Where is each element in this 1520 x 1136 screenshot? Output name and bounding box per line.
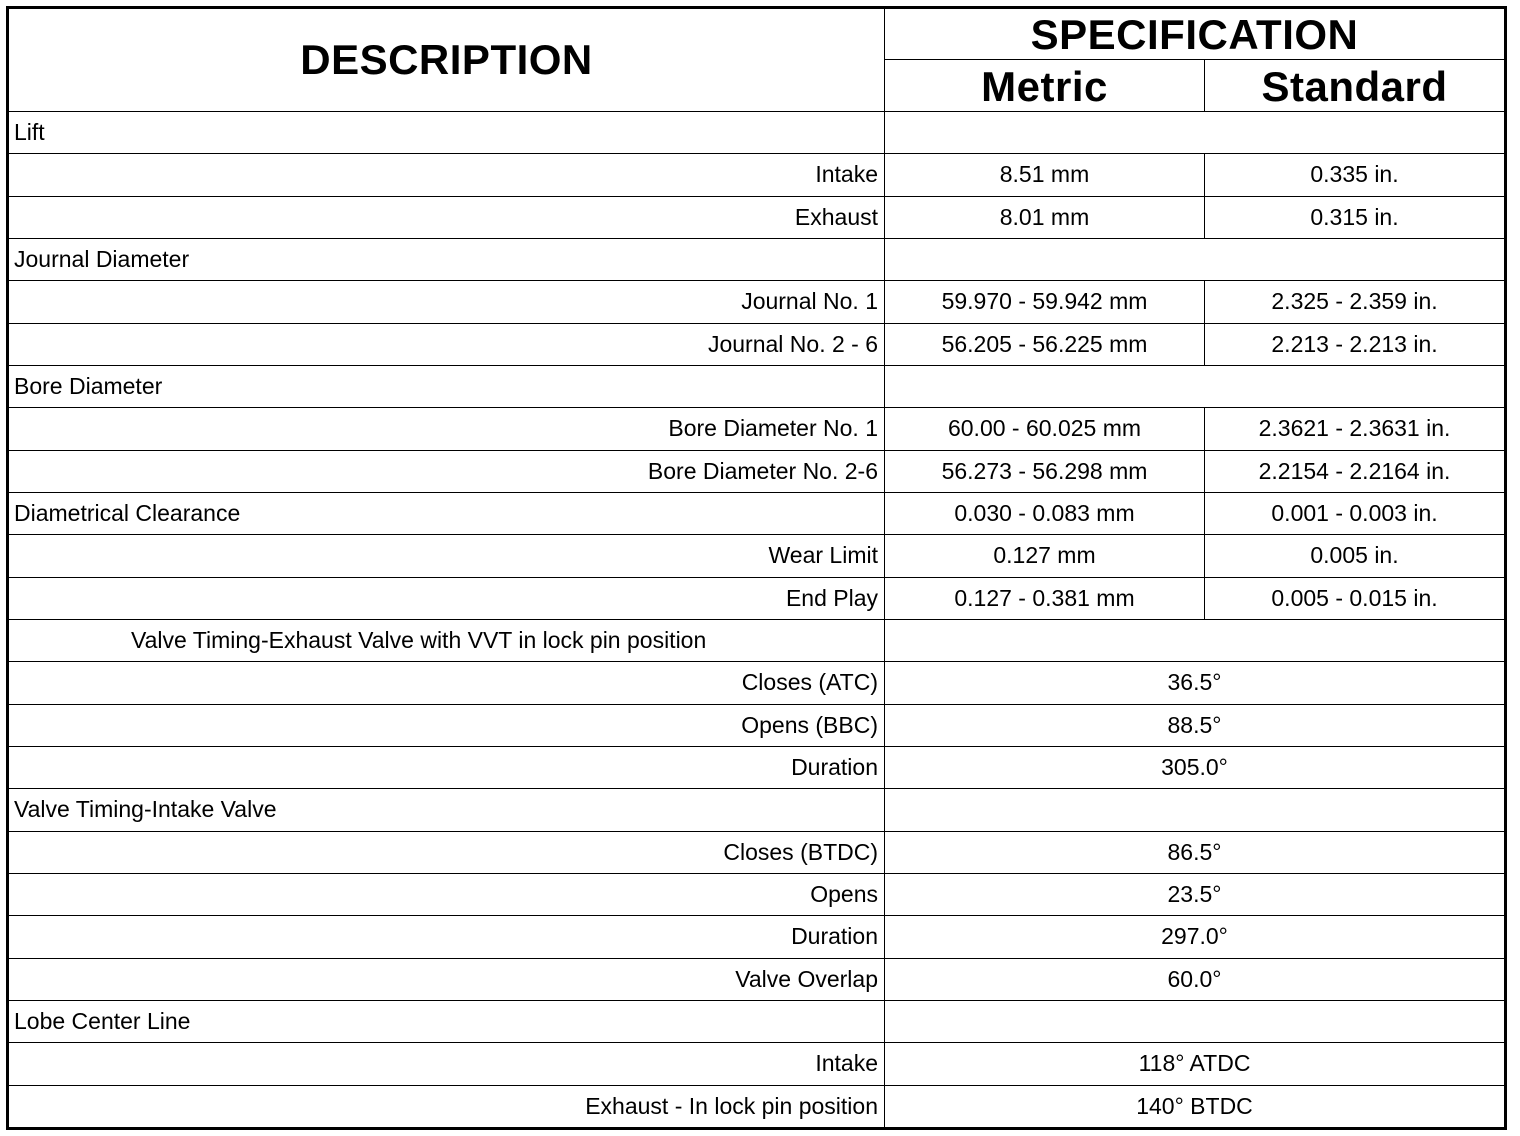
empty-spec-cell: [885, 112, 1506, 154]
table-row: [8, 112, 1506, 154]
standard-value: 0.335 in.: [1205, 154, 1506, 196]
table-row: [8, 958, 1506, 1000]
item-label: Wear Limit: [8, 535, 885, 577]
standard-value: 0.001 - 0.003 in.: [1205, 492, 1506, 534]
metric-value: 56.273 - 56.298 mm: [885, 450, 1205, 492]
table-row: [8, 450, 1506, 492]
table-row: [8, 492, 1506, 534]
table-row: [8, 1043, 1506, 1085]
metric-value: 0.030 - 0.083 mm: [885, 492, 1205, 534]
spec-value: 297.0°: [885, 916, 1506, 958]
specification-table: [6, 6, 1507, 1130]
metric-value: 56.205 - 56.225 mm: [885, 323, 1205, 365]
standard-value: 2.2154 - 2.2164 in.: [1205, 450, 1506, 492]
empty-spec-cell: [885, 619, 1506, 661]
description-header: DESCRIPTION: [8, 8, 885, 112]
standard-value: 2.3621 - 2.3631 in.: [1205, 408, 1506, 450]
metric-value: 0.127 - 0.381 mm: [885, 577, 1205, 619]
standard-value: 2.325 - 2.359 in.: [1205, 281, 1506, 323]
spec-value: 88.5°: [885, 704, 1506, 746]
standard-value: 0.005 in.: [1205, 535, 1506, 577]
table-row: [8, 1085, 1506, 1128]
spec-value: 23.5°: [885, 873, 1506, 915]
item-label: Intake: [8, 1043, 885, 1085]
table-row: [8, 365, 1506, 407]
table-row: [8, 281, 1506, 323]
spec-value: 305.0°: [885, 746, 1506, 788]
section-label: Valve Timing-Exhaust Valve with VVT in lock pin position: [8, 619, 885, 661]
table-row: [8, 619, 1506, 661]
spec-value: 118° ATDC: [885, 1043, 1506, 1085]
section-label: Lift: [8, 112, 885, 154]
empty-spec-cell: [885, 1000, 1506, 1042]
standard-value: 0.315 in.: [1205, 196, 1506, 238]
item-label: Opens (BBC): [8, 704, 885, 746]
table-row: [8, 916, 1506, 958]
table-row: [8, 535, 1506, 577]
item-label: Exhaust: [8, 196, 885, 238]
spec-value: 140° BTDC: [885, 1085, 1506, 1128]
standard-value: 2.213 - 2.213 in.: [1205, 323, 1506, 365]
table-row: [8, 662, 1506, 704]
section-label: Valve Timing-Intake Valve: [8, 789, 885, 831]
standard-value: 0.005 - 0.015 in.: [1205, 577, 1506, 619]
spec-value: 86.5°: [885, 831, 1506, 873]
table-row: [8, 154, 1506, 196]
table-row: [8, 873, 1506, 915]
table-row: [8, 323, 1506, 365]
item-label: Closes (ATC): [8, 662, 885, 704]
empty-spec-cell: [885, 365, 1506, 407]
item-label: Journal No. 2 - 6: [8, 323, 885, 365]
item-label: Duration: [8, 916, 885, 958]
spec-value: 60.0°: [885, 958, 1506, 1000]
table-row: [8, 704, 1506, 746]
table-row: [8, 746, 1506, 788]
metric-header: Metric: [885, 60, 1205, 112]
item-label: Duration: [8, 746, 885, 788]
section-label: Lobe Center Line: [8, 1000, 885, 1042]
table-row: [8, 831, 1506, 873]
table-row: [8, 577, 1506, 619]
metric-value: 8.01 mm: [885, 196, 1205, 238]
specification-header: SPECIFICATION: [885, 8, 1506, 60]
item-label: Intake: [8, 154, 885, 196]
table-row: [8, 196, 1506, 238]
section-label: Bore Diameter: [8, 365, 885, 407]
section-label: Diametrical Clearance: [8, 492, 885, 534]
item-label: Valve Overlap: [8, 958, 885, 1000]
item-label: End Play: [8, 577, 885, 619]
metric-value: 8.51 mm: [885, 154, 1205, 196]
item-label: Exhaust - In lock pin position: [8, 1085, 885, 1128]
empty-spec-cell: [885, 238, 1506, 280]
table-row: [8, 1000, 1506, 1042]
table-row: [8, 238, 1506, 280]
item-label: Bore Diameter No. 1: [8, 408, 885, 450]
table-row: [8, 789, 1506, 831]
item-label: Closes (BTDC): [8, 831, 885, 873]
section-label: Journal Diameter: [8, 238, 885, 280]
item-label: Journal No. 1: [8, 281, 885, 323]
table-row: [8, 408, 1506, 450]
empty-spec-cell: [885, 789, 1506, 831]
metric-value: 0.127 mm: [885, 535, 1205, 577]
table-body: [8, 112, 1506, 1129]
standard-header: Standard: [1205, 60, 1506, 112]
metric-value: 59.970 - 59.942 mm: [885, 281, 1205, 323]
item-label: Opens: [8, 873, 885, 915]
metric-value: 60.00 - 60.025 mm: [885, 408, 1205, 450]
spec-value: 36.5°: [885, 662, 1506, 704]
item-label: Bore Diameter No. 2-6: [8, 450, 885, 492]
